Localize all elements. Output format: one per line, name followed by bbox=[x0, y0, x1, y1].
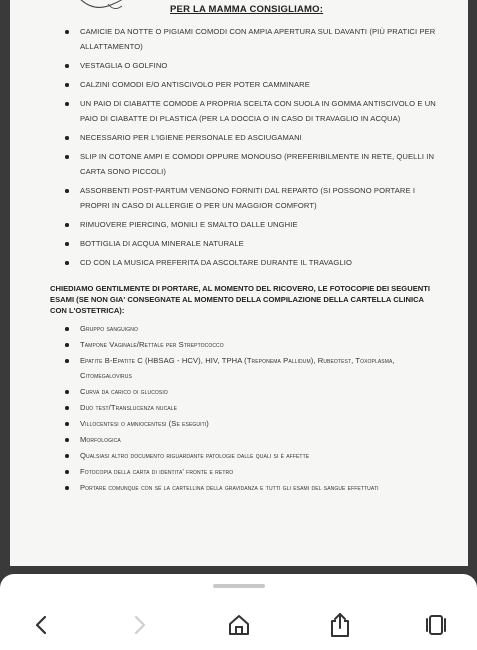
bullet-icon bbox=[65, 406, 69, 410]
list-item-text: Curva da carico di glucosio bbox=[80, 387, 168, 396]
bullet-icon bbox=[65, 390, 69, 394]
back-arrow-icon bbox=[33, 614, 49, 636]
browser-toolbar bbox=[0, 574, 477, 650]
list-item bbox=[10, 337, 468, 352]
bullet-icon bbox=[65, 136, 69, 140]
share-button[interactable] bbox=[325, 610, 355, 640]
bullet-icon bbox=[65, 189, 69, 193]
list-item bbox=[10, 96, 468, 126]
bullet-icon bbox=[65, 454, 69, 458]
list-item bbox=[10, 321, 468, 336]
bullet-icon bbox=[65, 327, 69, 331]
document-page bbox=[10, 0, 468, 566]
list-item bbox=[10, 448, 468, 463]
list-item bbox=[10, 480, 468, 495]
home-icon bbox=[227, 613, 251, 637]
list-item bbox=[10, 130, 468, 145]
list-item bbox=[10, 416, 468, 431]
bullet-icon bbox=[65, 30, 69, 34]
bullet-icon bbox=[65, 359, 69, 363]
exams-paragraph: CHIEDIAMO GENTILMENTE DI PORTARE, AL MOMENTO DEL RICOVERO, LE FOTOCOPIE DEI SEGUENTI ESAMI (SE NON GIA' CONSEGNATE AL MOMENTO DELLA COMPILAZIONE DELLA CARTELLA CLINICA CON L'OSTETRICA): bbox=[50, 284, 430, 315]
list-item-text: Fotocopia della carta di identita' fronte e retro bbox=[80, 467, 234, 476]
forward-arrow-icon bbox=[132, 614, 148, 636]
bullet-icon bbox=[65, 155, 69, 159]
list-item-text: SLIP IN COTONE AMPI E COMODI OPPURE MONOUSO (PREFERIBILMENTE IN RETE, QUELLI IN CARTA SONO PICCOLI) bbox=[80, 152, 435, 176]
sketch-drawing-icon bbox=[68, 0, 138, 16]
list-item bbox=[10, 384, 468, 399]
bullet-icon bbox=[65, 343, 69, 347]
list-item-text: ASSORBENTI POST-PARTUM VENGONO FORNITI DAL REPARTO (SI POSSONO PORTARE I PROPRI IN CASO DI ALLERGIE O PER UN MAGGIOR COMFORT) bbox=[80, 186, 416, 210]
home-button[interactable] bbox=[224, 610, 254, 640]
list-item-text: Duo test/Translucenza nucale bbox=[80, 403, 178, 412]
forward-button[interactable] bbox=[125, 610, 155, 640]
list-item-text: CAMICIE DA NOTTE O PIGIAMI COMODI CON AMPIA APERTURA SUL DAVANTI (PIÙ PRATICI PER ALLATTAMENTO) bbox=[80, 27, 436, 51]
list-item bbox=[10, 149, 468, 179]
list-item-text: VESTAGLIA O GOLFINO bbox=[80, 61, 168, 70]
bullet-icon bbox=[65, 223, 69, 227]
list-item bbox=[10, 24, 468, 54]
list-item bbox=[10, 353, 468, 383]
bullet-icon bbox=[65, 470, 69, 474]
bullet-icon bbox=[65, 242, 69, 246]
drag-handle[interactable] bbox=[213, 584, 265, 588]
bullet-icon bbox=[65, 261, 69, 265]
bullet-icon bbox=[65, 64, 69, 68]
list-item bbox=[10, 400, 468, 415]
section-heading: PER LA MAMMA CONSIGLIAMO: bbox=[170, 4, 324, 15]
list-item-text: Tampone Vaginale/Rettale per Streptococco bbox=[80, 340, 224, 349]
back-button[interactable] bbox=[26, 610, 56, 640]
list-item bbox=[10, 183, 468, 213]
list-item-text: CD CON LA MUSICA PREFERITA DA ASCOLTARE DURANTE IL TRAVAGLIO bbox=[80, 258, 352, 267]
list-item-text: Portare comunque con sé la cartellina della gravidanza e tutti gli esami del sangue effettuati bbox=[80, 483, 379, 492]
list-item bbox=[10, 464, 468, 479]
bullet-icon bbox=[65, 102, 69, 106]
bullet-icon bbox=[65, 422, 69, 426]
list-item bbox=[10, 58, 468, 73]
list-item bbox=[10, 432, 468, 447]
bullet-icon bbox=[65, 438, 69, 442]
list-item-text: RIMUOVERE PIERCING, MONILI E SMALTO DALLE UNGHIE bbox=[80, 220, 298, 229]
list-item bbox=[10, 236, 468, 251]
tabs-button[interactable] bbox=[421, 610, 451, 640]
list-item bbox=[10, 217, 468, 232]
list-item-text: BOTTIGLIA DI ACQUA MINERALE NATURALE bbox=[80, 239, 244, 248]
list-item-text: Morfologica bbox=[80, 435, 121, 444]
list-item-text: Gruppo sanguigno bbox=[80, 324, 138, 333]
share-icon bbox=[328, 612, 352, 638]
list-item-text: CALZINI COMODI E/O ANTISCIVOLO PER POTER CAMMINARE bbox=[80, 80, 310, 89]
list-item-text: UN PAIO DI CIABATTE COMODE A PROPRIA SCELTA CON SUOLA IN GOMMA ANTISCIVOLO E UN PAIO DI CIABATTE DI PLASTICA (PER LA DOCCIA O IN CASO DI TRAVAGLIO IN ACQUA) bbox=[80, 99, 436, 123]
tabs-icon bbox=[424, 612, 448, 638]
bullet-icon bbox=[65, 83, 69, 87]
list-item bbox=[10, 77, 468, 92]
list-item bbox=[10, 255, 468, 270]
list-item-text: Villocentesi o amniocentesi (Se eseguiti) bbox=[80, 419, 209, 428]
bullet-icon bbox=[65, 486, 69, 490]
exams-list bbox=[10, 321, 468, 496]
mamma-list bbox=[10, 24, 468, 274]
list-item-text: Qualsiasi altro documento riguardante patologie dalle quali si è affette bbox=[80, 451, 310, 460]
list-item-text: Epatite B-Epatite C (HBSAG - HCV), HIV, TPHA (Treponema Pallidum), Rubeotest, Toxoplasma, Citomegalovirus bbox=[80, 356, 395, 380]
list-item-text: NECESSARIO PER L'IGIENE PERSONALE ED ASCIUGAMANI bbox=[80, 133, 302, 142]
